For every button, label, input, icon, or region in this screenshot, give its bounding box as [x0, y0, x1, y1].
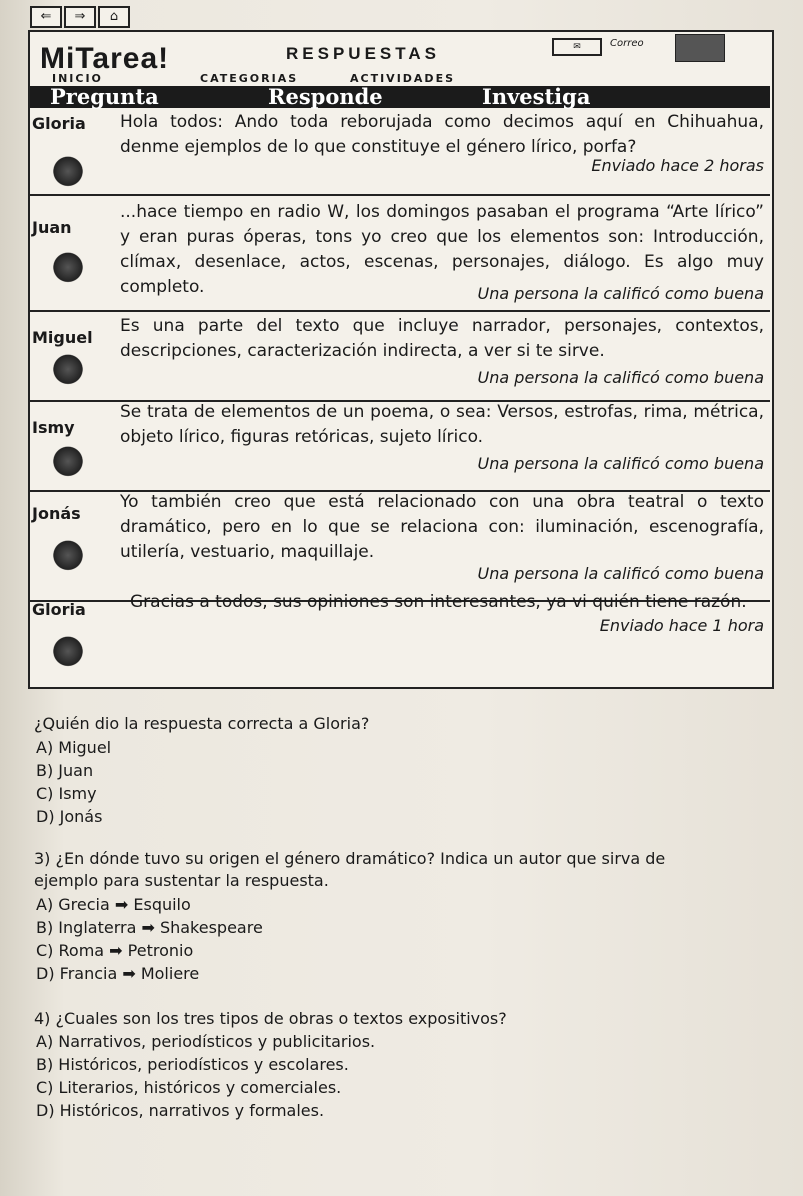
post-author: Jonás	[32, 504, 81, 523]
forum-topbar	[30, 6, 740, 30]
main-tab-bar	[30, 86, 770, 108]
post-text: Se trata de elementos de un poema, o sea: Versos, estrofas, rima, métrica, objeto lírico, figuras retóricas, sujeto lírico.	[120, 402, 764, 447]
option: A) Grecia ➡ Esquilo	[36, 895, 191, 914]
avatar	[50, 540, 86, 574]
post-meta: Una persona la calificó como buena	[477, 454, 764, 473]
option: B) Juan	[36, 761, 94, 780]
post-text: Es una parte del texto que incluye narrador, personajes, contextos, descripciones, caracterización indirecta, a ver si te sirve.	[120, 316, 764, 361]
option: D) Jonás	[36, 807, 103, 826]
post-text: Yo también creo que está relacionado con una obra teatral o texto dramático, pero en lo que se relaciona con: iluminación, escenografía, utilería, vestuario, maquillaje.	[120, 492, 764, 562]
forward-icon[interactable]: ⇒	[64, 6, 96, 28]
avatar	[50, 446, 86, 480]
post-author: Juan	[32, 218, 72, 237]
post-meta: Una persona la calificó como buena	[477, 368, 764, 387]
mail-label[interactable]: Correo	[610, 38, 644, 49]
home-icon[interactable]: ⌂	[98, 6, 130, 28]
avatar	[50, 252, 86, 286]
option: D) Francia ➡ Moliere	[36, 964, 200, 983]
post-item	[30, 194, 770, 312]
mail-icon[interactable]: ✉	[552, 38, 602, 56]
option: C) Roma ➡ Petronio	[36, 941, 194, 960]
option: C) Ismy	[36, 784, 97, 803]
post-author: Gloria	[32, 114, 86, 133]
option: B) Históricos, periodísticos y escolares.	[36, 1055, 349, 1074]
tab-investiga[interactable]: Investiga	[482, 84, 591, 109]
post-meta: Enviado hace 2 horas	[591, 156, 764, 175]
option: C) Literarios, históricos y comerciales.	[36, 1078, 342, 1097]
back-icon[interactable]: ⇐	[30, 6, 62, 28]
option: B) Inglaterra ➡ Shakespeare	[36, 918, 263, 937]
tab-pregunta[interactable]: Pregunta	[50, 84, 159, 109]
question-3-line-1: 3) ¿En dónde tuvo su origen el género dramático? Indica un autor que sirva de	[34, 849, 666, 868]
tab-inicio[interactable]: INICIO	[52, 72, 103, 85]
post-text: Hola todos: Ando toda reborujada como decimos aquí en Chihuahua, denme ejemplos de lo que constituye el género lírico, porfa?	[120, 112, 764, 157]
post-author: Miguel	[32, 328, 93, 347]
post-item	[30, 310, 770, 402]
section-title: RESPUESTAS	[286, 44, 440, 63]
avatar	[50, 354, 86, 388]
question-2: ¿Quién dio la respuesta correcta a Gloria?	[34, 714, 370, 733]
tab-responde[interactable]: Responde	[268, 84, 383, 109]
post-text: Gracias a todos, sus opiniones son interesantes, ya vi quién tiene razón.	[130, 592, 747, 612]
post-meta: Una persona la calificó como buena	[477, 564, 764, 583]
post-author: Gloria	[32, 600, 86, 619]
post-author: Ismy	[32, 418, 75, 437]
post-item	[30, 584, 770, 684]
avatar	[50, 636, 86, 670]
brand-title: MiTarea!	[40, 42, 170, 75]
post-meta: Una persona la calificó como buena	[477, 284, 764, 303]
tab-categorias[interactable]: CATEGORIAS	[200, 72, 299, 85]
post-item	[30, 400, 770, 492]
tab-actividades[interactable]: ACTIVIDADES	[350, 72, 455, 85]
option: D) Históricos, narrativos y formales.	[36, 1101, 325, 1120]
option: A) Narrativos, periodísticos y publicitarios.	[36, 1032, 376, 1051]
question-4: 4) ¿Cuales son los tres tipos de obras o textos expositivos?	[34, 1009, 507, 1028]
option: A) Miguel	[36, 738, 112, 757]
avatar	[50, 156, 86, 190]
question-3-line-2: ejemplo para sustentar la respuesta.	[34, 871, 329, 890]
post-text: ...hace tiempo en radio W, los domingos pasaban el programa “Arte lírico” y eran puras óperas, tons yo creo que los elementos son: Introducción, clímax, desenlace, actos, escenas, personajes, diálogo. Es algo muy completo.	[120, 202, 764, 297]
post-item	[30, 108, 770, 196]
post-meta: Enviado hace 1 hora	[599, 616, 764, 635]
logo-image	[675, 34, 725, 62]
